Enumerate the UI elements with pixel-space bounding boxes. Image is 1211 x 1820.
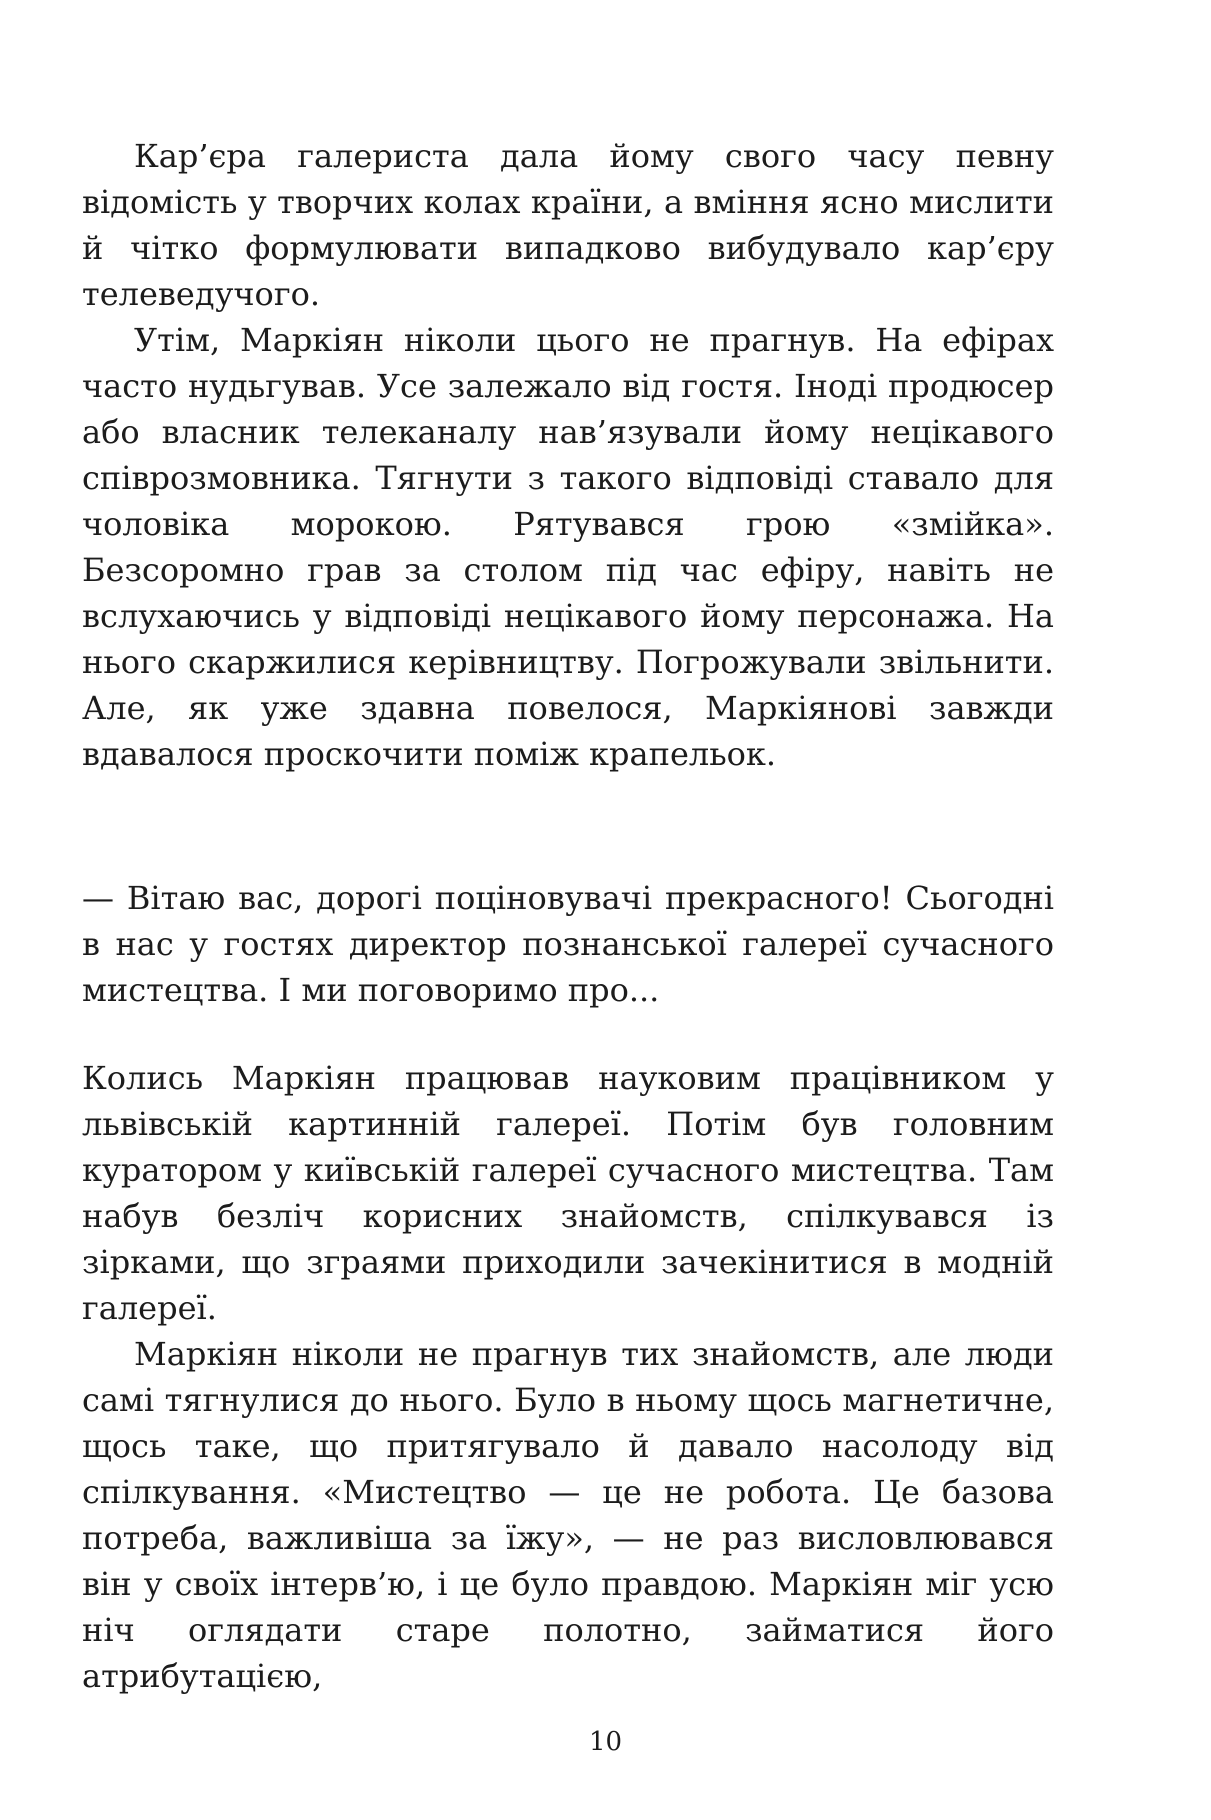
text-section-two (82, 875, 1054, 1013)
dialogue-quote: — Вітаю вас, дорогі поціновувачі прекрасного! Сьогодні в нас у гостях директор познанської галереї сучасного мистецтва. І ми поговоримо про... (82, 879, 1054, 1009)
text-section-three (82, 1055, 1054, 1699)
paragraph-career: Кар’єра галериста дала йому свого часу певну відомість у творчих колах країни, а вміння ясно мислити й чітко формулювати випадково вибудувало кар’єру телеведучого. (82, 137, 1054, 313)
text-section-one (82, 133, 1054, 777)
paragraph-magnetism: Маркіян ніколи не прагнув тих знайомств, але люди самі тягнулися до нього. Було в ньому щось магнетичне, щось таке, що притягувало й давало насолоду від спілкування. «Мистецтво — це не робота. Це базова потреба, важливіша за їжу», — не раз висловлювався він у своїх інтерв’ю, і це було правдою. Маркіян міг усю ніч оглядати старе полотно, займатися його атрибутацією, (82, 1335, 1054, 1695)
paragraph-past-work: Колись Маркіян працював науковим працівником у львівській картинній галереї. Потім був головним куратором у київській галереї сучасного мистецтва. Там набув безліч корисних знайомств, спілкувався із зірками, що зграями приходили зачекінитися в модній галереї. (82, 1059, 1054, 1327)
paragraph-broadcasts: Утім, Маркіян ніколи цього не прагнув. На ефірах часто нудьгував. Усе залежало від гостя. Іноді продюсер або власник телеканалу нав’язували йому нецікавого співрозмовника. Тягнути з такого відповіді ставало для чоловіка морокою. Рятувався грою «змійка». Безсоромно грав за столом під час ефіру, навіть не вслухаючись у відповіді нецікавого йому персонажа. На нього скаржилися керівництву. Погрожували звільнити. Але, як уже здавна повелося, Маркіянові завжди вдавалося проскочити поміж крапельок. (82, 321, 1054, 773)
page-number: 10 (588, 1727, 623, 1757)
